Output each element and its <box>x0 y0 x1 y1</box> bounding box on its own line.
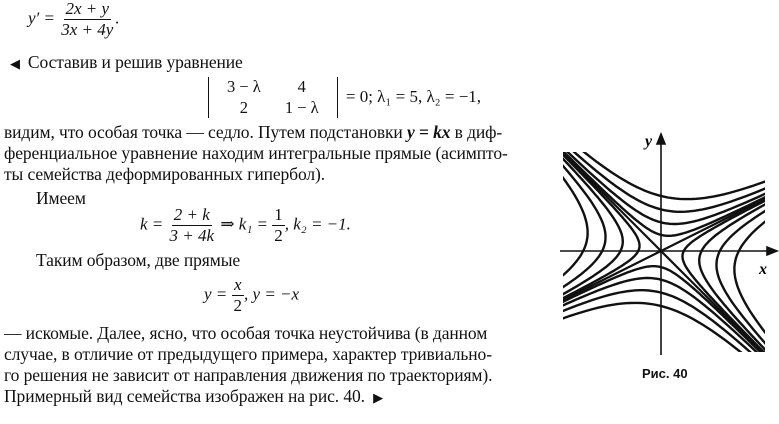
x-axis-arrow-icon <box>767 247 777 255</box>
eq1-lhs: y′ = <box>28 8 55 28</box>
eq1-fraction <box>59 0 115 39</box>
text-line-solving <box>10 52 243 73</box>
trajectory-curve-16 <box>555 303 779 358</box>
det-a12: 4 <box>297 77 306 96</box>
det-a22: 1 − λ <box>284 97 319 117</box>
eq3-lhs: y = <box>204 284 228 304</box>
hyperbola-family <box>555 128 779 358</box>
eq2-tail: , k₂ = −1. <box>284 214 351 234</box>
eq2-half-numerator: 1 <box>274 205 283 224</box>
trajectory-curve-7 <box>555 128 623 358</box>
text-line-thus: Таким образом, две прямые <box>36 250 241 270</box>
eq3-fraction <box>232 276 245 315</box>
para1-line3: ты семейства деформированных гипербол). <box>4 164 326 184</box>
equation-y-prime <box>28 0 120 39</box>
para1-line1 <box>4 122 508 143</box>
substitution-formula: y = kx <box>406 122 451 142</box>
para1-line1-text: видим, что особая точка — седло. Путем подстановки <box>4 122 407 142</box>
para2-line3: го решения не зависит от направления движения по траекториям). <box>4 365 493 385</box>
trajectory-curve-12 <box>555 290 779 358</box>
para1-line1-end: в диф- <box>450 122 503 142</box>
eq2-arrow: ⇒ k₁ = <box>220 214 268 234</box>
para1-line2: ференциальное уравнение находим интегральные прямые (асимпто- <box>4 143 508 163</box>
determinant <box>208 77 338 118</box>
trajectory-curve-6 <box>699 128 779 358</box>
eq2-fraction <box>168 206 217 245</box>
para2-line2: случае, в отличие от предыдущего примера, характер тривиально- <box>4 344 492 364</box>
y-axis-arrow-icon <box>657 134 665 144</box>
para2-line4-text: Примерный вид семейства изображен на рис. 40. <box>4 386 365 406</box>
eq1-denominator: 3x + 4y <box>61 19 114 39</box>
para2-line4 <box>4 386 492 408</box>
eq2-numerator: 2 + k <box>173 205 210 224</box>
y-axis-label: y <box>645 133 653 150</box>
paragraph-saddle <box>4 122 508 185</box>
det-a21: 2 <box>239 97 249 117</box>
equation-lines <box>204 276 299 315</box>
det-tail: = 0; λ₁ = 5, λ₂ = −1, <box>345 86 482 106</box>
equation-k <box>140 206 351 245</box>
x-axis-label: x <box>759 261 767 278</box>
para2-line1: — искомые. Далее, ясно, что особая точка неустойчива (в данном <box>4 323 488 343</box>
left-triangle-marker-icon: ◀ <box>10 56 20 71</box>
saddle-figure <box>555 128 779 358</box>
eq3-denominator: 2 <box>233 295 243 315</box>
paragraph-unstable <box>4 323 492 408</box>
eq3-tail: , y = −x <box>244 284 300 304</box>
determinant-equation <box>208 77 481 118</box>
right-triangle-end-marker-icon: ▶ <box>373 390 384 405</box>
text-solving: Составив и решив уравнение <box>27 52 243 72</box>
text-imeem: Имеем <box>36 188 86 208</box>
eq2-fraction-half <box>272 206 285 245</box>
eq2-lhs: k = <box>140 214 164 234</box>
eq2-denominator: 3 + 4k <box>169 225 215 245</box>
eq1-numerator: 2x + y <box>65 0 110 18</box>
eq2-half-denominator: 2 <box>274 225 283 245</box>
figure-caption: Рис. 40 <box>642 366 688 381</box>
eq3-numerator: x <box>234 275 242 294</box>
det-a11: 3 − λ <box>227 77 261 96</box>
eq1-tail: . <box>115 8 120 28</box>
